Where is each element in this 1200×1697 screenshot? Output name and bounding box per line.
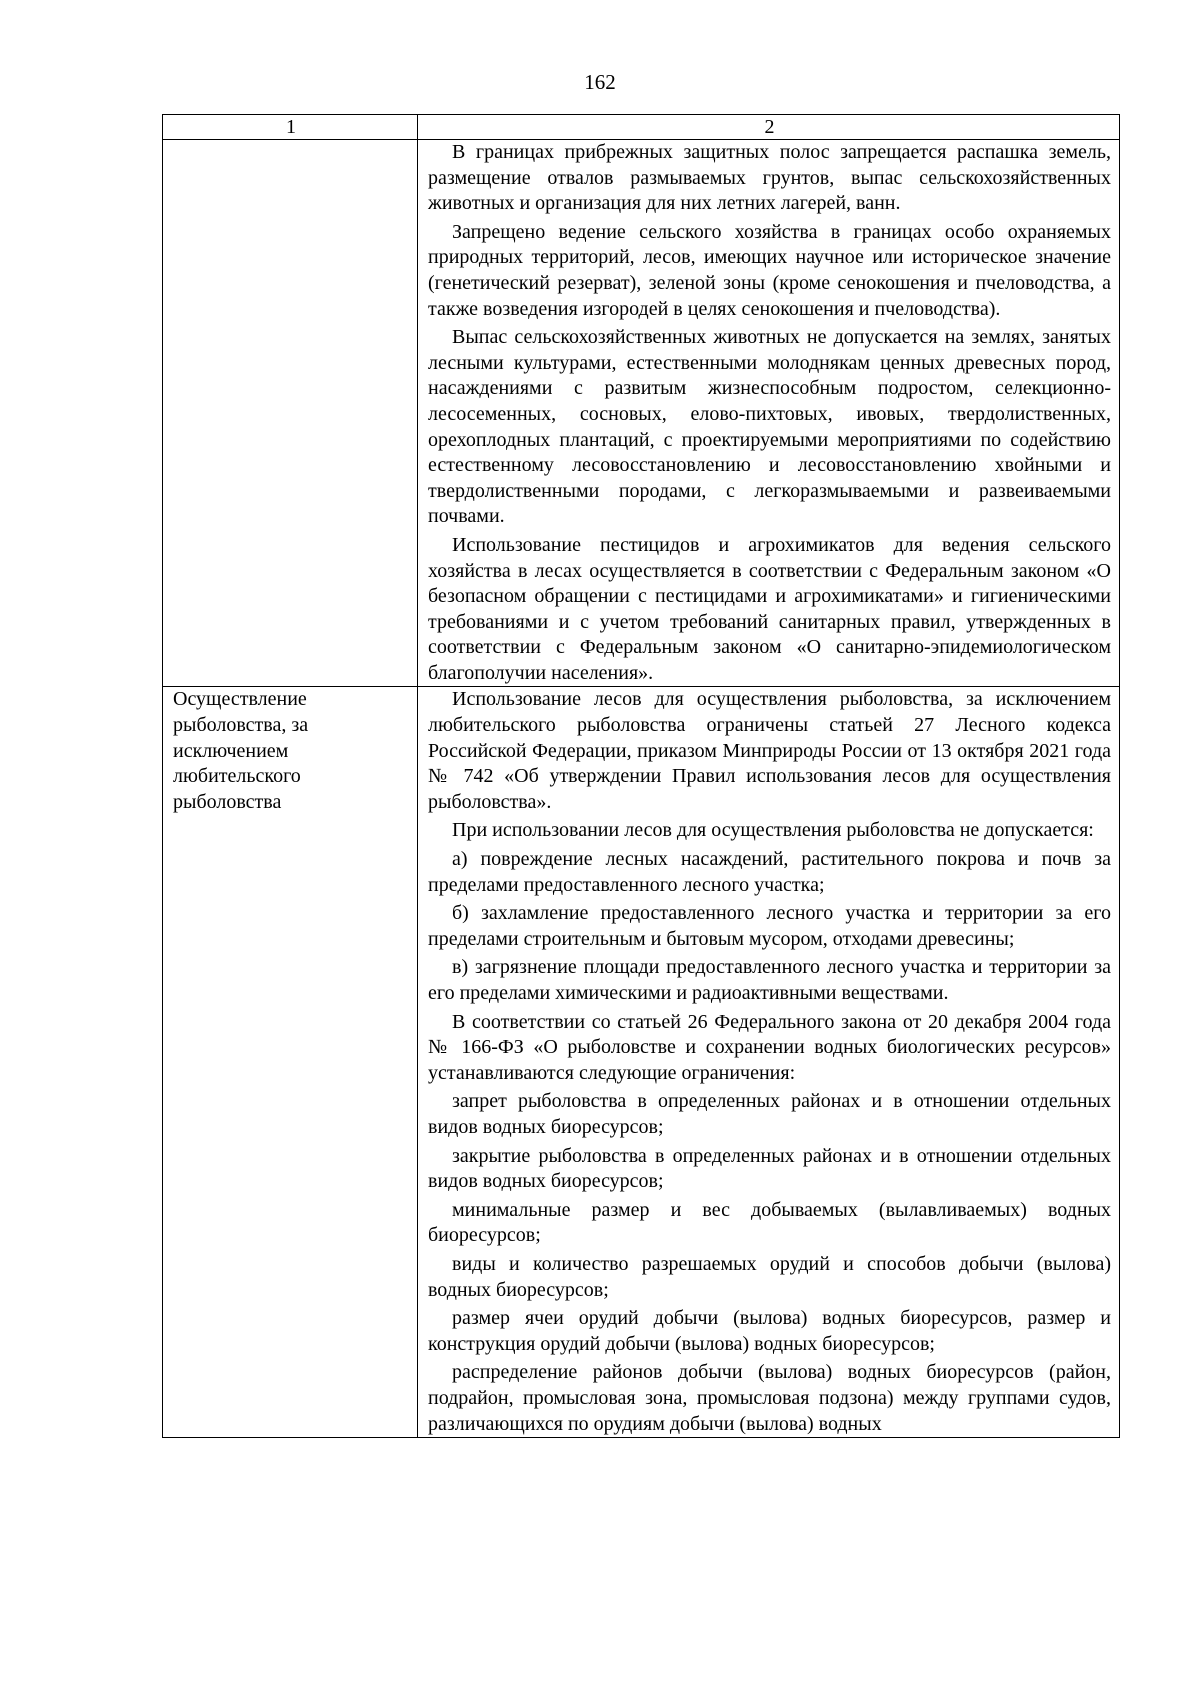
row-2-col-2 xyxy=(418,687,1120,1438)
paragraph: Использование пестицидов и агрохимикатов для ведения сельского хозяйства в лесах осуществляется в соответствии с Федеральным законом «О безопасном обращении с пестицидами и агрохимикатами» и гигиеническими требованиями и с учетом требований санитарных правил, утвержденных в соответствии с Федеральным законом «О санитарно-эпидемиологическом благополучии населения». xyxy=(428,533,1111,684)
paragraph: виды и количество разрешаемых орудий и способов добычи (вылова) водных биоресурсов; xyxy=(428,1252,1111,1301)
paragraph: Использование лесов для осуществления рыболовства, за исключением любительского рыболовства ограничены статьей 27 Лесного кодекса Российской Федерации, приказом Минприроды России от 13 октября 2021 года № 742 «Об утверждении Правил использования лесов для осуществления рыболовства». xyxy=(428,688,1111,813)
paragraph: закрытие рыболовства в определенных районах и в отношении отдельных видов водных биоресурсов; xyxy=(428,1144,1111,1193)
table-header-row xyxy=(163,115,1120,140)
activity-name: Осуществление рыболовства, за исключением любительского рыболовства xyxy=(173,688,309,813)
paragraph: в) загрязнение площади предоставленного лесного участка и территории за его пределами химическими и радиоактивными веществами. xyxy=(428,956,1111,1004)
paragraph: В соответствии со статьей 26 Федерального закона от 20 декабря 2004 года № 166-ФЗ «О рыболовстве и сохранении водных биологических ресурсов» устанавливаются следующие ограничения: xyxy=(428,1010,1111,1084)
header-cell-1: 1 xyxy=(163,115,418,140)
row-2-col-1 xyxy=(163,687,418,1438)
header-cell-2: 2 xyxy=(418,115,1120,140)
paragraph: При использовании лесов для осуществления рыболовства не допускается: xyxy=(452,819,1094,842)
page-number: 162 xyxy=(584,70,616,94)
document-table xyxy=(162,114,1120,1438)
paragraph: запрет рыболовства в определенных районах и в отношении отдельных видов водных биоресурсов; xyxy=(428,1090,1111,1138)
paragraph: а) повреждение лесных насаждений, растительного покрова и почв за пределами предоставленного лесного участка; xyxy=(428,848,1111,896)
paragraph: В границах прибрежных защитных полос запрещается распашка земель, размещение отвалов размываемых грунтов, выпас сельскохозяйственных животных и организация для них летних лагерей, ванн. xyxy=(428,141,1111,215)
paragraph: б) захламление предоставленного лесного участка и территории за его пределами строительным и бытовым мусором, отходами древесины; xyxy=(428,902,1111,950)
row-1-col-2 xyxy=(418,140,1120,687)
paragraph: распределение районов добычи (вылова) водных биоресурсов (район, подрайон, промысловая зона, промысловая подзона) между группами судов, различающихся по орудиям добычи (вылова) водных xyxy=(428,1361,1111,1435)
paragraph: Запрещено ведение сельского хозяйства в границах особо охраняемых природных территорий, лесов, имеющих научное или историческое значение (генетический резерват), зеленой зоны (кроме сенокошения и пчеловодства, а также возведения изгородей в целях сенокошения и пчеловодства). xyxy=(428,220,1111,320)
row-1-col-1 xyxy=(163,140,418,687)
paragraph: Выпас сельскохозяйственных животных не допускается на землях, занятых лесными культурами, естественными молоднякам ценных древесных пород, насаждениями с развитым жизнеспособным подростом, селекционно-лесосеменных, сосновых, елово-пихтовых, ивовых, твердолиственных, орехоплодных плантаций, с проектируемыми мероприятиями по содействию естественному лесовосстановлению и лесовосстановлению хвойными и твердолиственными породами, с легкоразмываемыми и развеиваемыми почвами. xyxy=(428,326,1111,528)
table-row xyxy=(163,140,1120,687)
table-row xyxy=(163,687,1120,1438)
paragraph: размер ячеи орудий добычи (вылова) водных биоресурсов, размер и конструкция орудий добычи (вылова) водных биоресурсов; xyxy=(428,1307,1111,1355)
paragraph: минимальные размер и вес добываемых (вылавливаемых) водных биоресурсов; xyxy=(428,1198,1111,1247)
